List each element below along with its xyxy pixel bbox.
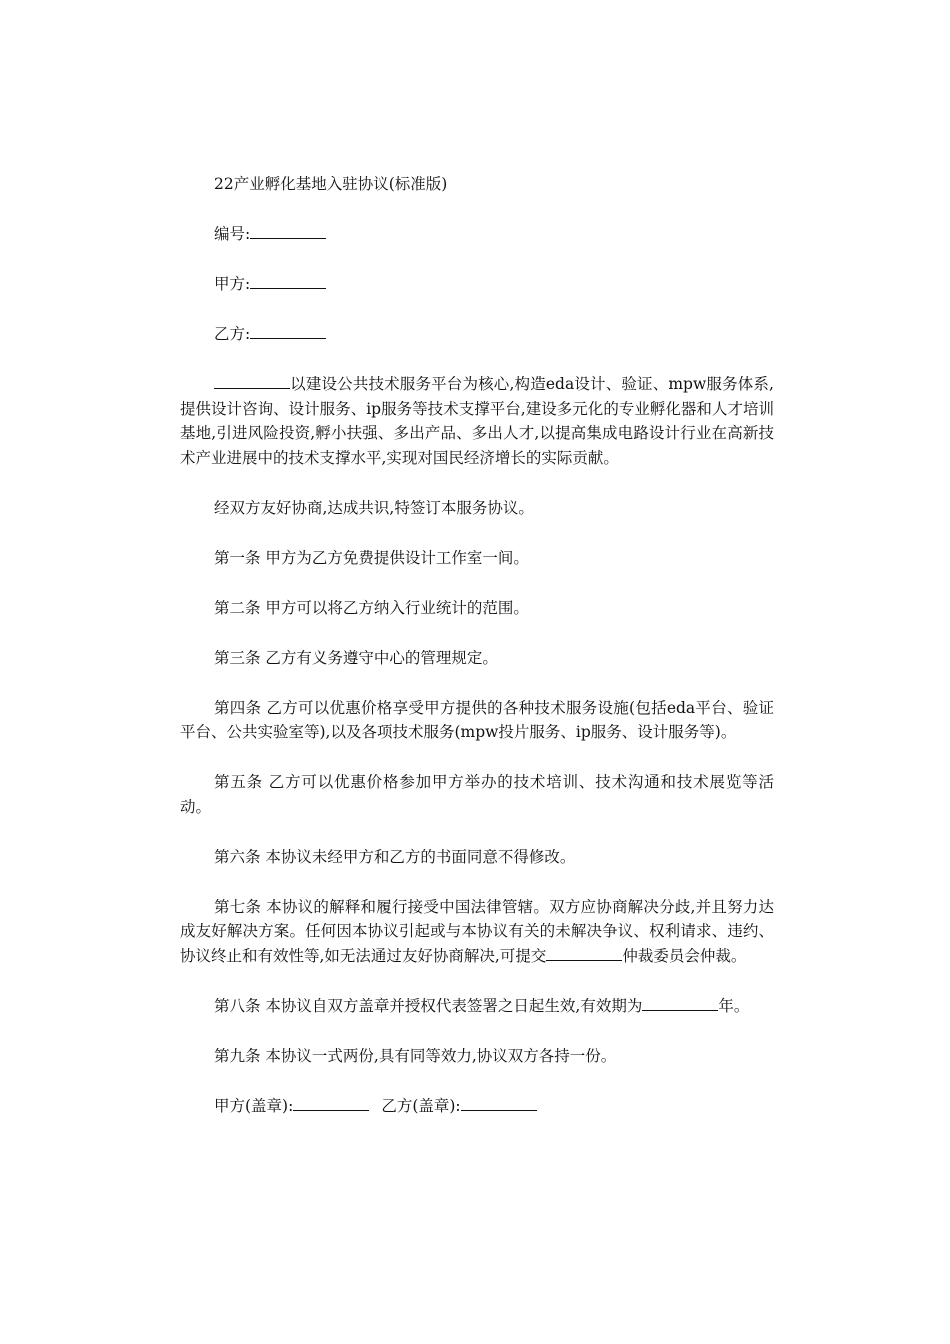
intro-paragraph [180, 372, 774, 470]
sign-b-label: 乙方(盖章): [381, 1096, 461, 1115]
article-7-text-part2: 仲裁委员会仲裁。 [622, 946, 747, 965]
intro-text: 以建设公共技术服务平台为核心,构造eda设计、验证、mpw服务体系,提供设计咨询、设计服务、ip服务等技术支撑平台,建设多元化的专业孵化器和人才培训基地,引进风险投资,孵小扶强、多出产品、多出人才,以提高集成电路设计行业在高新技术产业进展中的技术支撑水平,实现对国民经济增长的实际贡献。 [180, 375, 774, 467]
party-b-blank [250, 324, 326, 339]
party-b-label: 乙方: [214, 325, 251, 343]
article-4-text: 第四条 乙方可以优惠价格享受甲方提供的各种技术服务设施(包括eda平台、验证平台、公共实验室等),以及各项技术服务(mpw投片服务、ip服务、设计服务等)。 [180, 698, 774, 741]
agreement-paragraph [180, 496, 774, 521]
article-9 [180, 1044, 774, 1069]
party-a-blank [250, 274, 326, 289]
sign-a-label: 甲方(盖章): [214, 1096, 294, 1115]
validity-blank [642, 996, 718, 1011]
number-blank [250, 224, 326, 239]
article-7-text-part1: 第七条 本协议的解释和履行接受中国法律管辖。双方应协商解决分歧,并且努力达成友好解决方案。任何因本协议引起或与本协议有关的未解决争议、权利请求、违约、协议终止和有效性等,如无法通过友好协商解决,可提交 [180, 897, 774, 965]
document-title [180, 172, 774, 197]
intro-blank [214, 374, 290, 389]
sign-a-blank [293, 1096, 369, 1111]
article-5-text: 第五条 乙方可以优惠价格参加甲方举办的技术培训、技术沟通和技术展览等活动。 [180, 773, 774, 816]
article-8-text-part2: 年。 [718, 996, 750, 1015]
number-line [180, 222, 774, 247]
article-6-text: 第六条 本协议未经甲方和乙方的书面同意不得修改。 [214, 847, 576, 866]
article-8 [180, 994, 774, 1019]
sign-b-blank [461, 1096, 537, 1111]
agreement-text: 经双方友好协商,达成共识,特签订本服务协议。 [214, 498, 534, 517]
article-2-text: 第二条 甲方可以将乙方纳入行业统计的范围。 [214, 598, 529, 617]
article-1 [180, 546, 774, 571]
article-6 [180, 845, 774, 870]
party-a-line [180, 272, 774, 297]
article-9-text: 第九条 本协议一式两份,具有同等效力,协议双方各持一份。 [214, 1046, 617, 1065]
signature-line [180, 1094, 774, 1119]
title-text: 22产业孵化基地入驻协议(标准版) [214, 175, 448, 193]
article-2 [180, 596, 774, 621]
article-7 [180, 895, 774, 969]
article-5 [180, 770, 774, 819]
article-8-text-part1: 第八条 本协议自双方盖章并授权代表签署之日起生效,有效期为 [214, 996, 643, 1015]
document-body [180, 172, 774, 1144]
number-label: 编号: [214, 225, 251, 243]
article-3 [180, 646, 774, 671]
party-b-line [180, 322, 774, 347]
article-3-text: 第三条 乙方有义务遵守中心的管理规定。 [214, 648, 498, 667]
article-1-text: 第一条 甲方为乙方免费提供设计工作室一间。 [214, 548, 529, 567]
arbitration-blank [546, 946, 622, 961]
party-a-label: 甲方: [214, 275, 251, 293]
article-4 [180, 696, 774, 745]
